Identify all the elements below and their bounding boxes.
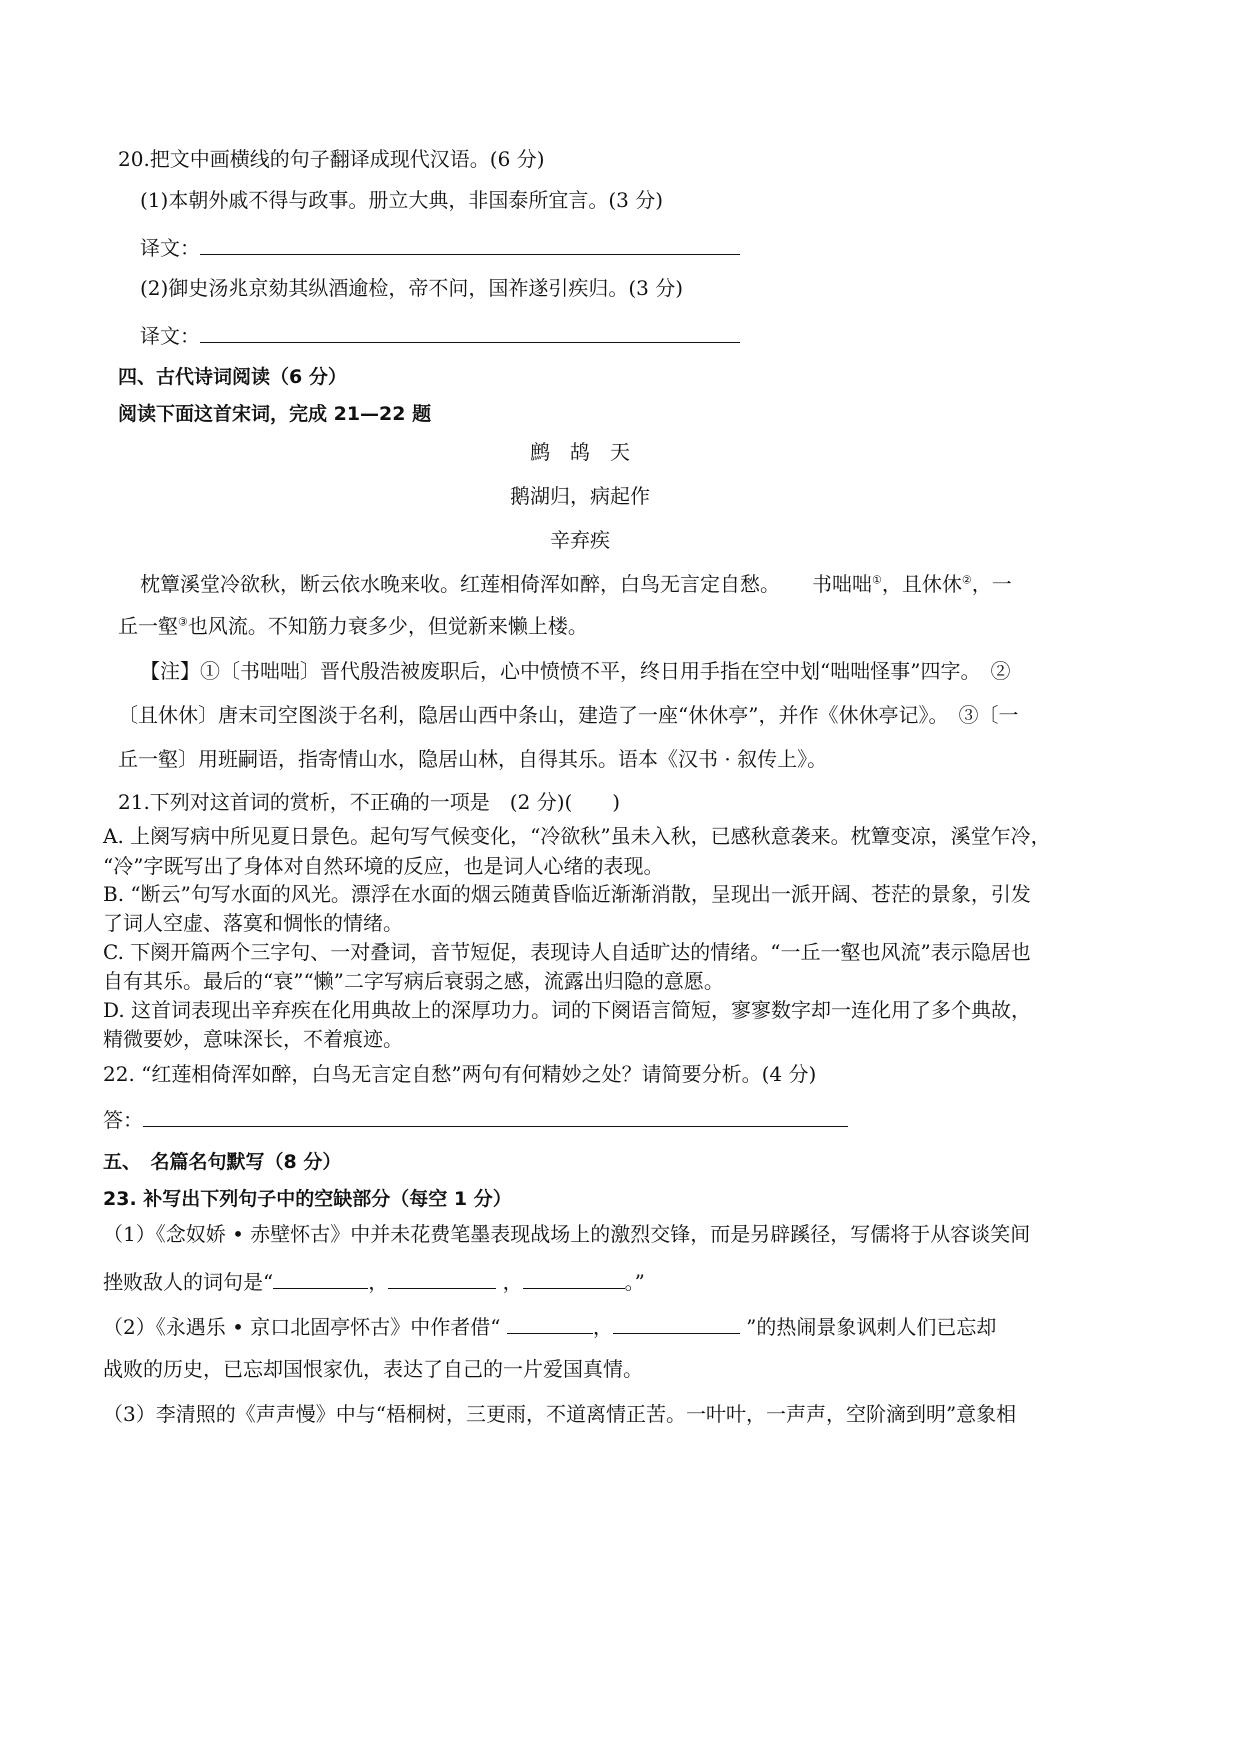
q20-translation-1 (140, 232, 740, 262)
note-text: 〔且休休〕唐末司空图淡于名利，隐居山西中条山，建造了一座“休休亭”，并作《休休亭记》。 ③〔一 (118, 703, 1019, 727)
poem-subtitle: 鹅湖归，病起作 (510, 484, 650, 508)
separator: ， (496, 1270, 523, 1294)
q21-option-d (103, 996, 1032, 1024)
separator: 。” (624, 1270, 645, 1294)
option-text: C. 下阕开篇两个三字句、一对叠词，音节短促，表现诗人自适旷达的情绪。“一丘一壑也风流”表示隐居也 (103, 940, 1031, 964)
q21-option-b (103, 880, 1031, 908)
option-text: D. 这首词表现出辛弃疾在化用典故上的深厚功力。词的下阕语言简短，寥寥数字却一连化用了多个典故， (103, 998, 1032, 1022)
poem-phrase: ，一 (971, 572, 1012, 596)
q21-option-b-cont: 了词人空虚、落寞和惆怅的情绪。 (103, 911, 403, 935)
section-4-heading: 四、古代诗词阅读（6 分） (118, 366, 347, 388)
question-text: （3）李清照的《声声慢》中与“梧桐树，三更雨，不道离情正苦。一叶叶，一声声，空阶滴到明”意象相 (103, 1402, 1017, 1426)
section-4-instruction: 阅读下面这首宋词，完成 21—22 题 (118, 403, 432, 425)
q23-part-2 (103, 1311, 996, 1341)
q21-option-a-cont: “冷”字既写出了身体对自然环境的反应，也是词人心绪的表现。 (103, 854, 664, 878)
translation-label: 译文： (140, 236, 200, 260)
question-text: （2）《永遇乐 • 京口北固亭怀古》中作者借“ (103, 1315, 507, 1339)
q21-option-d-cont: 精微要妙，意味深长，不着痕迹。 (103, 1027, 403, 1051)
q23-title: 23. 补写出下列句子中的空缺部分（每空 1 分） (103, 1188, 512, 1210)
notes-line-2 (118, 701, 1019, 729)
q21-option-a (103, 822, 1051, 850)
q20-title: 20.把文中画横线的句子翻译成现代汉语。(6 分) (118, 147, 545, 171)
separator: ， (368, 1270, 389, 1294)
option-text: B. “断云”句写水面的风光。漂浮在水面的烟云随黄昏临近渐渐消散，呈现出一派开阔、苍茫的景象，引发 (103, 882, 1031, 906)
fill-blank[interactable] (613, 1311, 740, 1334)
option-text: A. 上阕写病中所见夏日景色。起句写气候变化，“冷欲秋”虽未入秋，已感秋意袭来。枕簟变凉，溪堂乍冷， (103, 824, 1051, 848)
question-text: （1）《念奴娇 • 赤壁怀古》中并未花费笔墨表现战场上的激烈交锋，而是另辟蹊径，写儒将于从容谈笑间 (103, 1222, 1031, 1246)
q23-part-1 (103, 1220, 1031, 1248)
notes-line-3: 丘一壑〕用班嗣语，指寄情山水，隐居山林，自得其乐。语本《汉书 · 叙传上》。 (118, 747, 828, 771)
footnote-mark-1: ① (872, 573, 882, 587)
q23-part-3 (103, 1400, 1017, 1428)
q20-translation-2 (140, 320, 740, 350)
separator: ， (592, 1315, 613, 1339)
answer-blank[interactable] (200, 232, 740, 255)
poem-line-1-cont (812, 570, 1012, 598)
q22-answer (103, 1104, 848, 1134)
fill-blank[interactable] (273, 1266, 368, 1289)
answer-blank[interactable] (143, 1104, 848, 1127)
answer-blank[interactable] (200, 320, 740, 343)
fill-blank[interactable] (388, 1266, 496, 1289)
poem-stanza-1: 枕簟溪堂冷欲秋，断云依水晚来收。红莲相倚浑如醉，白鸟无言定自愁。 (140, 572, 780, 596)
question-text: 挫败敌人的词句是“ (103, 1270, 274, 1294)
note-text: 【注】①〔书咄咄〕晋代殷浩被废职后，心中愤愤不平，终日用手指在空中划“咄咄怪事”四字。 ② (140, 659, 1011, 683)
fill-blank[interactable] (523, 1266, 625, 1289)
q21-option-c-cont: 自有其乐。最后的“衰”“懒”二字写病后衰弱之感，流露出归隐的意愿。 (103, 969, 724, 993)
q20-sentence-1: (1)本朝外戚不得与政事。册立大典，非国泰所宜言。(3 分) (140, 188, 664, 212)
poem-phrase: ，且休休 (881, 572, 962, 596)
poem-phrase: 丘一壑 (118, 614, 178, 638)
poem-author: 辛弃疾 (550, 528, 610, 552)
poem-line-1 (140, 570, 780, 598)
section-5-heading: 五、 名篇名句默写（8 分） (103, 1151, 342, 1173)
footnote-mark-2: ② (961, 573, 972, 587)
fill-blank[interactable] (507, 1311, 593, 1334)
poem-line-2 (118, 612, 588, 640)
translation-label: 译文： (140, 324, 200, 348)
poem-title: 鹧 鸪 天 (530, 440, 630, 464)
question-text: ”的热闹景象讽刺人们已忘却 (739, 1315, 997, 1339)
answer-label: 答： (103, 1108, 143, 1132)
footnote-mark-3: ③ (178, 615, 188, 629)
q23-part-1-blanks (103, 1266, 645, 1296)
poem-phrase: 也风流。不知筋力衰多少，但觉新来懒上楼。 (187, 614, 588, 638)
notes-line-1 (140, 657, 1010, 685)
q20-sentence-2: (2)御史汤兆京劾其纵酒逾检，帝不问，国祚遂引疾归。(3 分) (140, 276, 684, 300)
poem-phrase: 书咄咄 (812, 572, 872, 596)
q21-title: 21.下列对这首词的赏析，不正确的一项是 (2 分)( ) (118, 790, 621, 814)
q23-part-2-cont: 战败的历史，已忘却国恨家仇，表达了自己的一片爱国真情。 (103, 1357, 643, 1381)
q22-title: 22. “红莲相倚浑如醉，白鸟无言定自愁”两句有何精妙之处？请简要分析。(4 分) (103, 1062, 817, 1086)
q21-option-c (103, 938, 1031, 966)
